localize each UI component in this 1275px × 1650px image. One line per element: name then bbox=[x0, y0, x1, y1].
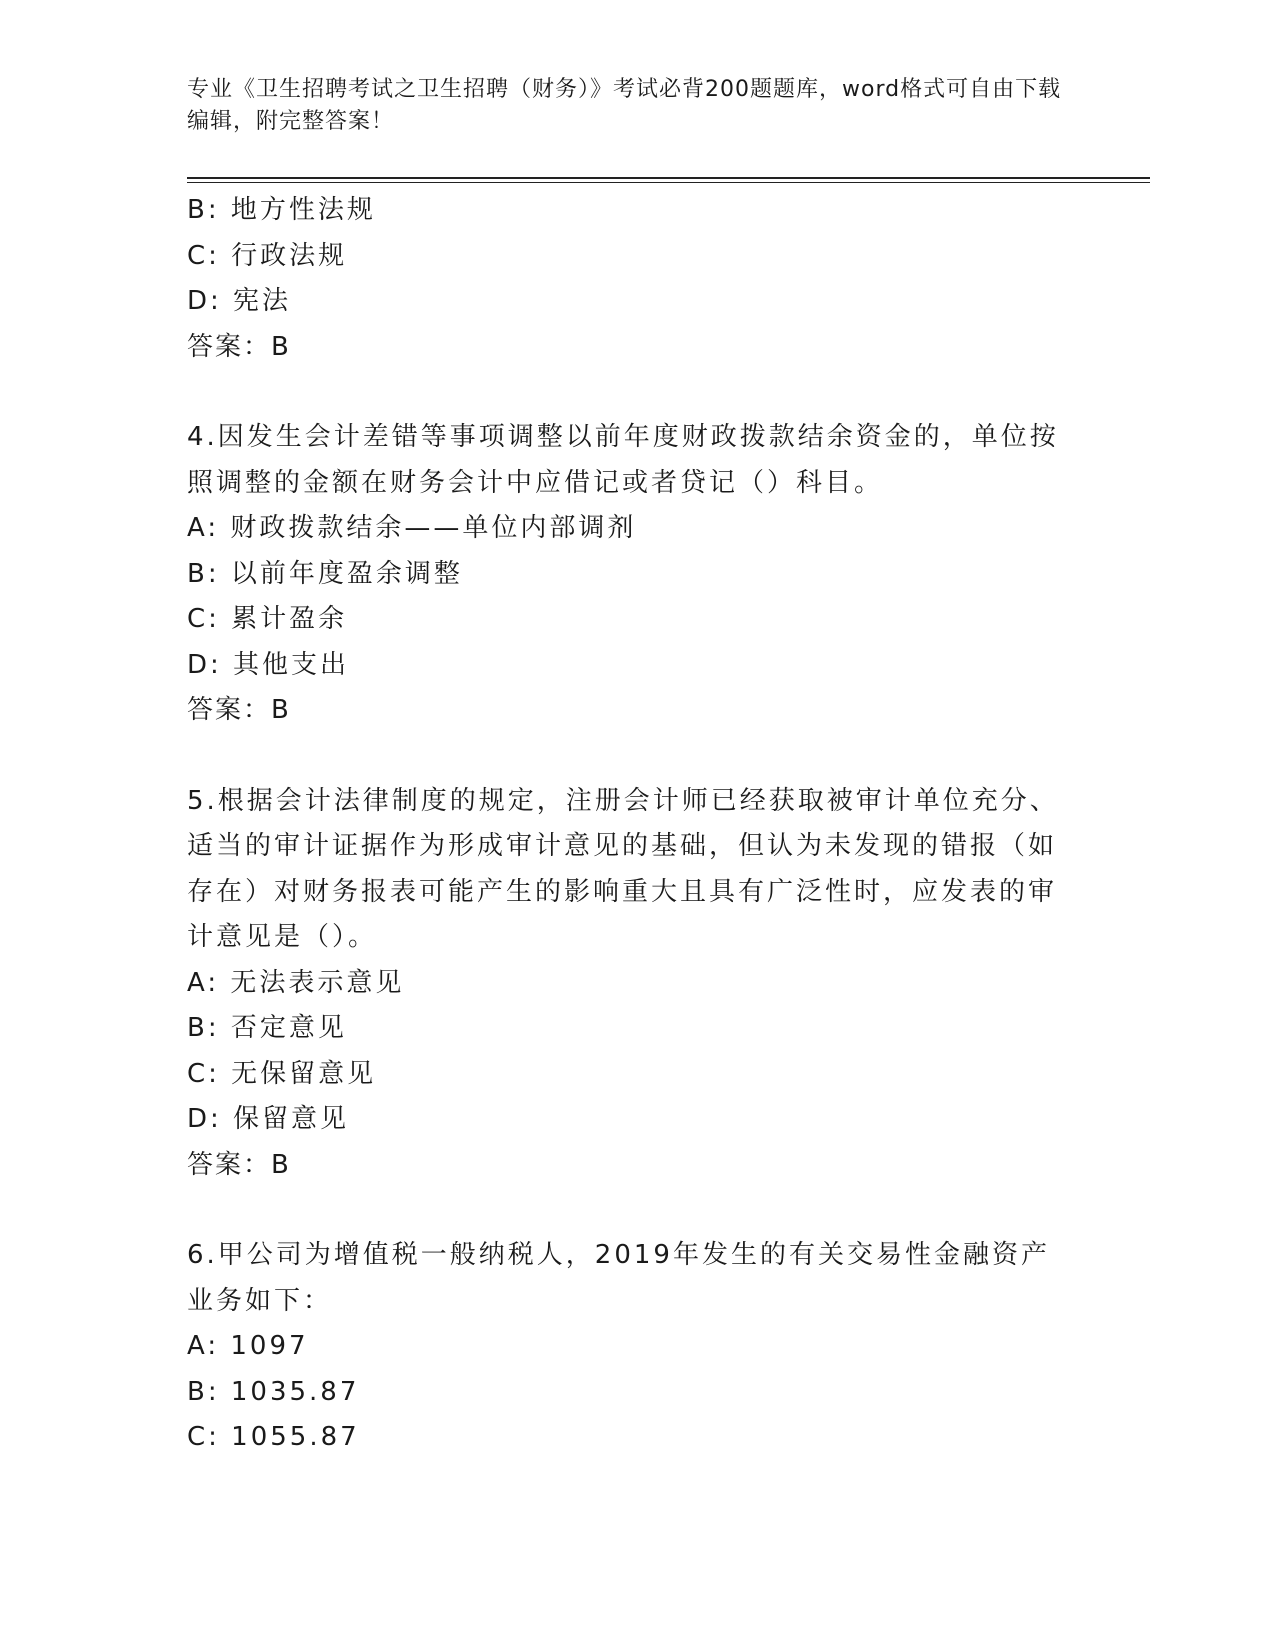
option-a: A: 1097 bbox=[187, 1331, 309, 1361]
spacer bbox=[187, 734, 1067, 779]
spacer bbox=[187, 1188, 1067, 1233]
option-d: D: 宪法 bbox=[187, 286, 292, 316]
question-6 bbox=[187, 1233, 1067, 1461]
question-3-partial bbox=[187, 188, 1067, 370]
option-c: C: 行政法规 bbox=[187, 240, 348, 271]
option-d: D: 其他支出 bbox=[187, 649, 350, 680]
header-divider-thick bbox=[187, 177, 1150, 179]
answer-line: 答案：B bbox=[187, 1149, 291, 1180]
question-4 bbox=[187, 415, 1067, 734]
question-content bbox=[187, 188, 1067, 1461]
option-b: B: 否定意见 bbox=[187, 1013, 347, 1043]
option-c: C: 累计盈余 bbox=[187, 604, 348, 634]
question-text: 4.因发生会计差错等事项调整以前年度财政拨款结余资金的，单位按照调整的金额在财务会计中应借记或者贷记（）科目。 bbox=[187, 422, 1059, 498]
answer-line: 答案：B bbox=[187, 695, 291, 725]
option-a: A: 财政拨款结余——单位内部调剂 bbox=[187, 513, 637, 543]
option-b: B: 1035.87 bbox=[187, 1376, 360, 1407]
question-5 bbox=[187, 779, 1067, 1189]
option-d: D: 保留意见 bbox=[187, 1104, 350, 1134]
answer-line: 答案：B bbox=[187, 331, 291, 362]
option-c: C: 无保留意见 bbox=[187, 1058, 377, 1089]
option-b: B: 以前年度盈余调整 bbox=[187, 558, 463, 589]
document-header: 专业《卫生招聘考试之卫生招聘（财务）》考试必背200题题库，word格式可自由下载编辑，附完整答案！ bbox=[187, 77, 1062, 134]
question-text: 6.甲公司为增值税一般纳税人，2019年发生的有关交易性金融资产业务如下： bbox=[187, 1240, 1050, 1316]
option-b: B: 地方性法规 bbox=[187, 195, 376, 225]
option-a: A: 无法表示意见 bbox=[187, 967, 405, 998]
spacer bbox=[187, 370, 1067, 415]
option-c: C: 1055.87 bbox=[187, 1422, 360, 1452]
question-text: 5.根据会计法律制度的规定，注册会计师已经获取被审计单位充分、适当的审计证据作为形成审计意见的基础，但认为未发现的错报（如存在）对财务报表可能产生的影响重大且具有广泛性时，应发表的审计意见是（）。 bbox=[187, 785, 1059, 952]
header-divider-thin bbox=[187, 182, 1150, 183]
